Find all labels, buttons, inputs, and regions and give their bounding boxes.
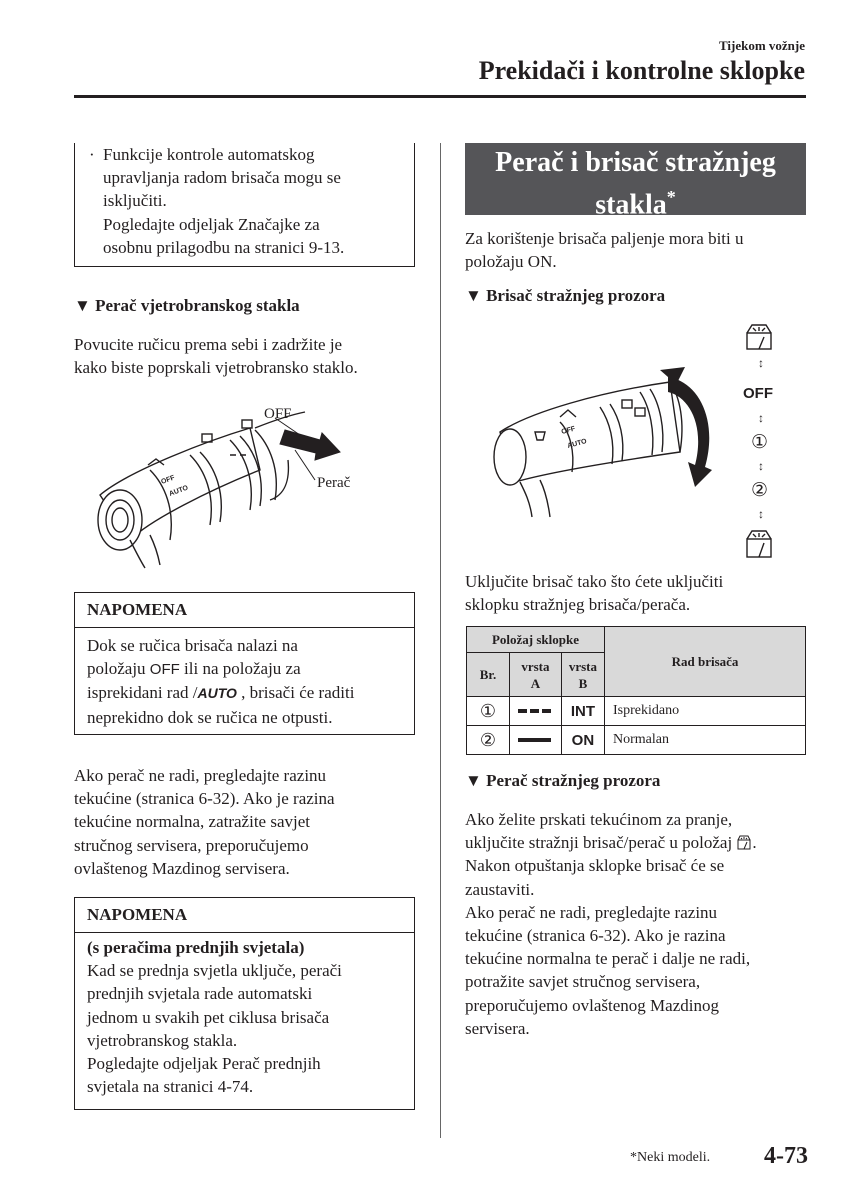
dashed-bar-icon bbox=[518, 707, 552, 715]
header-line: vrsta bbox=[521, 658, 550, 674]
text-line: ovlaštenog Mazdinog servisera. bbox=[74, 858, 290, 878]
text-period: . bbox=[752, 833, 757, 853]
row-number: ① bbox=[467, 697, 510, 726]
note-line: prednjih svjetala rade automatski bbox=[87, 984, 313, 1004]
page-title: Prekidači i kontrolne sklopke bbox=[478, 56, 805, 85]
washer-heading: ▼ Perač vjetrobranskog stakla bbox=[74, 296, 300, 315]
lever-auto-label: AUTO bbox=[168, 484, 190, 498]
text-line: stručnog servisera, preporučujemo bbox=[74, 835, 309, 855]
column-divider bbox=[440, 143, 441, 1138]
note-line: vjetrobranskog stakla. bbox=[87, 1030, 238, 1050]
rear-wiper-icon bbox=[742, 529, 776, 561]
mode-cell: Normalan bbox=[605, 726, 806, 755]
text-line: tekućine normalna te perač i dalje ne radi, bbox=[465, 949, 751, 969]
rear-washer-heading: ▼ Perač stražnjeg prozora bbox=[465, 771, 661, 790]
text-line: potražite savjet stručnog servisera, bbox=[465, 972, 701, 992]
info-text bbox=[103, 143, 344, 259]
type-b-cell: INT bbox=[561, 697, 604, 726]
note-line: jednom u svakih pet ciklusa brisača bbox=[87, 1007, 330, 1027]
type-a-cell bbox=[510, 726, 562, 755]
text-line: tekućine (stranica 6-32). Ako je razina bbox=[465, 926, 726, 946]
arrow-up-down-icon: ↕ bbox=[758, 459, 764, 473]
rear-washer-inline-icon bbox=[736, 835, 752, 850]
info-line: Pogledajte odjeljak Značajke za bbox=[103, 214, 320, 234]
note-subtitle: (s peračima prednjih svjetala) bbox=[87, 938, 305, 957]
note-text: , brisači će raditi bbox=[236, 683, 355, 703]
rear-wiper-lever-illustration bbox=[490, 322, 720, 522]
arrow-up-down-icon: ↕ bbox=[758, 507, 764, 521]
position-1-label: ① bbox=[751, 432, 769, 453]
intro-paragraph bbox=[465, 227, 744, 273]
off-label: OFF bbox=[149, 661, 180, 679]
text-line: Za korištenje brisača paljenje mora biti u bbox=[465, 229, 744, 248]
note-line bbox=[87, 681, 402, 705]
solid-bar-icon bbox=[518, 736, 552, 744]
mode-cell: Isprekidano bbox=[605, 697, 806, 726]
rear-washer-icon bbox=[742, 323, 776, 353]
table-group-header: Položaj sklopke bbox=[467, 627, 605, 653]
text-line: Povucite ručicu prema sebi i zadržite je bbox=[74, 335, 343, 354]
text-line: Nakon otpuštanja sklopke brisač će se bbox=[465, 856, 725, 876]
banner-line bbox=[465, 180, 806, 222]
note-line: neprekidno dok se ručica ne otpusti. bbox=[87, 707, 333, 727]
note-text: položaju bbox=[87, 659, 150, 679]
washer-paragraph bbox=[74, 333, 358, 379]
text-line: tekućine (stranica 6-32). Ako je razina bbox=[74, 789, 335, 809]
info-line: Funkcije kontrole automatskog bbox=[103, 145, 315, 164]
info-line: osobnu prilagodbu na stranici 9-13. bbox=[103, 237, 345, 257]
text-line bbox=[465, 831, 757, 854]
rear-washer-paragraph bbox=[465, 808, 757, 1040]
section-banner bbox=[465, 143, 806, 221]
header-line: vrsta bbox=[568, 658, 597, 674]
note-title: NAPOMENA bbox=[75, 593, 414, 628]
table-header-type-b bbox=[561, 653, 604, 697]
row-number: ② bbox=[467, 726, 510, 755]
info-box bbox=[74, 143, 415, 267]
washer-lever-figure bbox=[90, 400, 400, 570]
type-b-cell: ON bbox=[561, 726, 604, 755]
table-header-mode: Rad brisača bbox=[605, 627, 806, 697]
type-a-cell bbox=[510, 697, 562, 726]
rear-wiper-heading: ▼ Brisač stražnjeg prozora bbox=[465, 286, 666, 305]
figure-label-washer: Perač bbox=[317, 475, 351, 491]
note-title: NAPOMENA bbox=[75, 898, 414, 933]
note-box-2 bbox=[74, 897, 415, 1110]
header-section: Tijekom vožnje bbox=[718, 38, 805, 53]
footnote-star: * bbox=[666, 187, 676, 207]
table-row bbox=[467, 726, 806, 755]
banner-text: stakla bbox=[595, 189, 667, 221]
table-header-type-a bbox=[510, 653, 562, 697]
table-row bbox=[467, 697, 806, 726]
table-header-br: Br. bbox=[467, 653, 510, 697]
note-body bbox=[75, 628, 414, 735]
switch-position-column bbox=[740, 323, 780, 561]
footnote: *Neki modeli. bbox=[630, 1150, 711, 1165]
text-line: Ako perač ne radi, pregledajte razinu bbox=[465, 902, 718, 922]
text-line: Ako perač ne radi, pregledajte razinu bbox=[74, 766, 327, 785]
text-line: tekućine normalna, zatražite savjet bbox=[74, 812, 310, 832]
position-off-label: OFF bbox=[743, 385, 773, 402]
lever-off-label: OFF bbox=[560, 425, 577, 436]
lever-off-label: OFF bbox=[160, 474, 176, 486]
lever-auto-label: AUTO bbox=[566, 438, 588, 450]
arrow-up-down-icon: ↕ bbox=[758, 356, 764, 370]
note-line: Pogledajte odjeljak Perač prednjih bbox=[87, 1054, 321, 1074]
text-line: sklopku stražnjeg brisača/perača. bbox=[465, 595, 691, 615]
rear-wiper-lever-figure bbox=[490, 322, 720, 522]
text-line: položaju ON. bbox=[465, 252, 557, 272]
info-line: upravljanja radom brisača mogu se bbox=[103, 168, 341, 188]
info-bullet: · bbox=[89, 145, 95, 164]
text-line: kako biste poprskali vjetrobransko staklo. bbox=[74, 358, 358, 378]
note-text: ili na položaju za bbox=[179, 659, 301, 679]
text-line: Uključite brisač tako što ćete uključiti bbox=[465, 572, 724, 591]
wiper-lever-illustration bbox=[90, 400, 400, 570]
note-body bbox=[75, 933, 414, 1104]
header-line: B bbox=[578, 675, 588, 691]
note-line: Dok se ručica brisača nalazi na bbox=[87, 636, 298, 655]
note-box-1 bbox=[74, 592, 415, 735]
position-2-label: ② bbox=[751, 480, 769, 501]
after-paragraph bbox=[74, 764, 335, 880]
header-line: A bbox=[530, 675, 541, 691]
wiper-paragraph bbox=[465, 570, 723, 616]
pull-arrow-icon bbox=[280, 430, 340, 460]
text-line: preporučujemo ovlaštenog Mazdinog bbox=[465, 995, 719, 1015]
header-rule bbox=[74, 95, 806, 98]
leader-line bbox=[295, 450, 315, 480]
text-line: zaustaviti. bbox=[465, 879, 535, 899]
text-line: Ako želite prskati tekućinom za pranje, bbox=[465, 810, 733, 829]
note-line bbox=[87, 657, 402, 681]
info-line: isključiti. bbox=[103, 191, 167, 211]
banner-line: Perač i brisač stražnjeg bbox=[495, 147, 776, 178]
note-text: isprekidani rad / bbox=[87, 683, 198, 703]
note-line: Kad se prednja svjetla uključe, perači bbox=[87, 961, 342, 981]
switch-position-table bbox=[466, 626, 806, 755]
figure-label-off: OFF bbox=[264, 406, 292, 422]
text-line: servisera. bbox=[465, 1018, 530, 1038]
auto-label: AUTO bbox=[197, 685, 237, 702]
page-number: 4-73 bbox=[764, 1143, 808, 1169]
arrow-up-down-icon: ↕ bbox=[758, 411, 764, 425]
text-segment: uključite stražnji brisač/perač u položaj bbox=[465, 833, 733, 853]
note-line: svjetala na stranici 4-74. bbox=[87, 1077, 254, 1097]
